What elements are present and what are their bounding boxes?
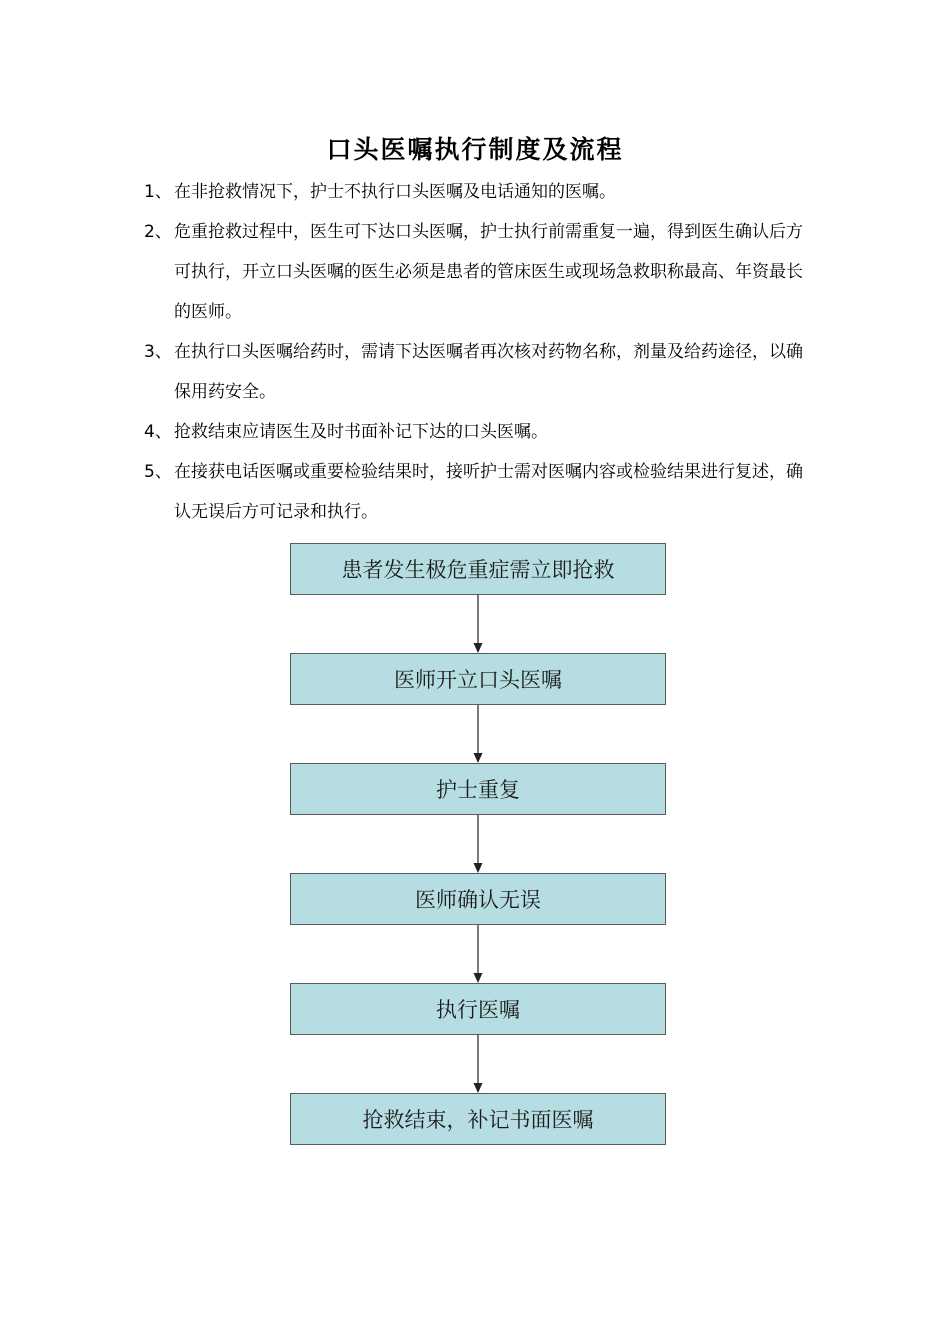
flow-arrow-down — [290, 595, 666, 653]
flow-step-4 — [290, 873, 666, 925]
arrow-down-icon — [470, 925, 486, 983]
rule-item — [144, 412, 814, 452]
flow-arrow-down — [290, 1035, 666, 1093]
flow-arrow-down — [290, 705, 666, 763]
arrow-down-icon — [470, 595, 486, 653]
flow-box: 护士重复 — [290, 763, 666, 815]
rule-text: 在非抢救情况下，护士不执行口头医嘱及电话通知的医嘱。 — [174, 182, 616, 202]
flow-step-1 — [290, 543, 666, 595]
flow-step-2 — [290, 653, 666, 705]
flow-box: 患者发生极危重症需立即抢救 — [290, 543, 666, 595]
rule-item — [144, 172, 814, 212]
arrow-down-icon — [470, 1035, 486, 1093]
rule-text: 在执行口头医嘱给药时，需请下达医嘱者再次核对药物名称，剂量及给药途径，以确保用药安全。 — [174, 342, 803, 402]
rule-number: 5、 — [144, 462, 172, 482]
flow-arrow-down — [290, 815, 666, 873]
flow-step-5 — [290, 983, 666, 1035]
rule-text: 危重抢救过程中，医生可下达口头医嘱，护士执行前需重复一遍，得到医生确认后方可执行，开立口头医嘱的医生必须是患者的管床医生或现场急救职称最高、年资最长的医师。 — [174, 222, 803, 322]
flow-step-3 — [290, 763, 666, 815]
flowchart — [290, 543, 666, 1145]
rule-number: 3、 — [144, 342, 172, 362]
rule-number: 2、 — [144, 222, 172, 242]
rule-number: 4、 — [144, 422, 172, 442]
flow-box: 医师确认无误 — [290, 873, 666, 925]
flow-step-6 — [290, 1093, 666, 1145]
flow-arrow-down — [290, 925, 666, 983]
rule-text: 抢救结束应请医生及时书面补记下达的口头医嘱。 — [174, 422, 548, 442]
arrow-down-icon — [470, 705, 486, 763]
flow-box: 执行医嘱 — [290, 983, 666, 1035]
rule-number: 1、 — [144, 182, 172, 202]
rule-text: 在接获电话医嘱或重要检验结果时，接听护士需对医嘱内容或检验结果进行复述，确认无误后方可记录和执行。 — [174, 462, 803, 522]
rule-item — [144, 332, 814, 412]
rule-item — [144, 212, 814, 332]
flow-box: 抢救结束，补记书面医嘱 — [290, 1093, 666, 1145]
page-title: 口头医嘱执行制度及流程 — [326, 135, 624, 164]
arrow-down-icon — [470, 815, 486, 873]
rules-list — [144, 172, 814, 532]
flow-box: 医师开立口头医嘱 — [290, 653, 666, 705]
rule-item — [144, 452, 814, 532]
